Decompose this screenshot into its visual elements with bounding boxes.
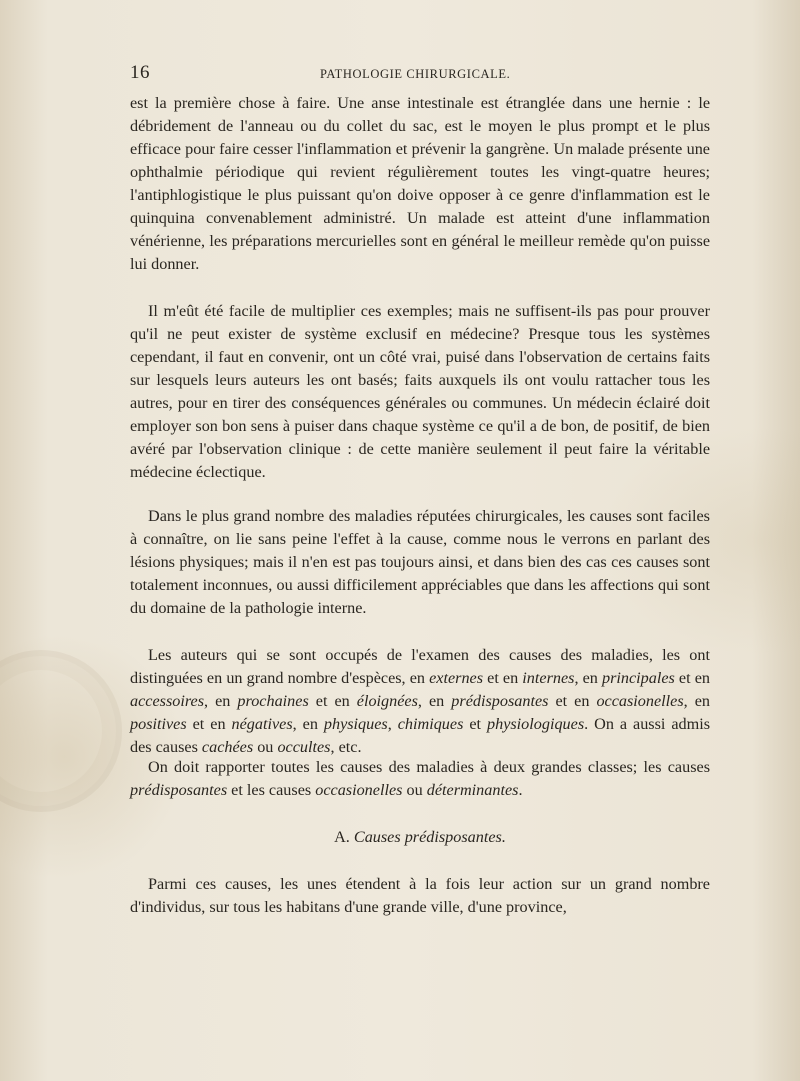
italic-term: internes <box>522 669 575 687</box>
italic-term: physiques <box>323 715 388 733</box>
text-run: , en <box>683 692 711 710</box>
italic-term: principales <box>601 669 675 687</box>
italic-term: prédisposantes <box>451 692 549 710</box>
text-run: , en <box>417 692 452 710</box>
running-head: PATHOLOGIE CHIRURGICALE. <box>320 67 511 81</box>
text-run: , en <box>204 692 238 710</box>
italic-term: prochaines <box>237 692 309 710</box>
text-run: et en <box>186 715 232 733</box>
text-run: et les causes <box>227 781 316 799</box>
italic-term: prédisposantes <box>130 781 228 799</box>
text-run: et en <box>674 669 710 687</box>
italic-term: éloignées <box>356 692 418 710</box>
paragraph-1-text: est la première chose à faire. Une anse intestinale est étranglée dans une hernie : le débridement de l'anneau ou du collet du sac, est le moyen le plus prompt et le plus efficace pour faire cesser l'inflammation et prévenir la gangrène. Un malade présente une ophthalmie périodique qui revient régulièrement toutes les vingt-quatre heures; l'antiphlogistique le plus puissant qu'on doive opposer à ce genre d'inflammation est le quinquina convenablement administré. Un malade est atteint d'une inflammation vénérienne, les préparations mercurielles sont en général le meilleur remède qu'on puisse lui donner. <box>130 94 710 273</box>
text-run: ou <box>402 781 427 799</box>
italic-term: externes <box>429 669 484 687</box>
text-run: et en <box>483 669 523 687</box>
paragraph-3 <box>130 505 710 635</box>
text-run: et en <box>548 692 597 710</box>
italic-term: cachées <box>201 738 254 756</box>
page-number: 16 <box>130 62 150 83</box>
text-run: et en <box>308 692 357 710</box>
paragraph-3-text: Dans le plus grand nombre des maladies réputées chirurgicales, les causes sont faciles à connaître, on lie sans peine l'effet à la cause, comme nous le verrons en parlant des lésions physiques; mais il n'en est pas toujours ainsi, et dans bien des cas ces causes sont totalement inconnues, ou aussi difficilement appréciables que dans les affections qui sont du domaine de la pathologie interne. <box>130 507 710 617</box>
paragraph-5 <box>130 756 710 808</box>
text-run: , en <box>574 669 602 687</box>
page-header <box>130 62 710 84</box>
library-stamp-faded <box>0 650 122 812</box>
text-run: . On a aussi admis des causes <box>130 715 711 756</box>
italic-term: occasionelles <box>315 781 403 799</box>
paragraph-5-text <box>130 756 710 802</box>
section-title: Causes prédisposantes. <box>353 828 506 846</box>
text-run: ou <box>253 738 278 756</box>
text-run: . <box>518 781 523 799</box>
italic-term: accessoires <box>130 692 205 710</box>
paragraph-1 <box>130 92 710 299</box>
text-run: , <box>387 715 398 733</box>
italic-term: physiologiques <box>487 715 585 733</box>
paragraph-2 <box>130 300 710 507</box>
italic-term: déterminantes <box>426 781 519 799</box>
text-run: Les auteurs qui se sont occupés de l'examen des causes des maladies, les ont distinguées en un grand nombre d'espèces, en <box>130 646 710 687</box>
paragraph-2-text: Il m'eût été facile de multiplier ces exemples; mais ne suffisent-ils pas pour prouver qu'il ne peut exister de système exclusif en médecine? Presque tous les systèmes cependant, il faut en convenir, ont un côté vrai, puisé dans l'observation de certains faits sur lesquels leurs auteurs les ont basés; faits auxquels ils ont voulu rattacher tous les autres, pour en tirer des conséquences générales ou communes. Un médecin éclairé doit employer son bon sens à puiser dans chaque système ce qu'il a de bon, de positif, de bien avéré par l'observation clinique : de cette manière seulement il peut faire la véritable médecine éclectique. <box>130 302 710 481</box>
text-run: et <box>463 715 487 733</box>
italic-term: occasionelles <box>596 692 684 710</box>
paragraph-4-text <box>130 644 710 759</box>
section-letter: A. <box>334 828 350 846</box>
paragraph-6 <box>130 873 710 925</box>
text-run: On doit rapporter toutes les causes des maladies à deux grandes classes; les causes <box>148 758 710 776</box>
text-run: , etc. <box>330 738 362 756</box>
italic-term: chimiques <box>397 715 464 733</box>
italic-term: positives <box>130 715 187 733</box>
paragraph-6-text: Parmi ces causes, les unes étendent à la fois leur action sur un grand nombre d'individus, sur tous les habitans d'une grande ville, d'une province, <box>130 875 710 916</box>
paragraph-4 <box>130 644 710 762</box>
text-run: , en <box>292 715 324 733</box>
italic-term: négatives <box>231 715 293 733</box>
section-heading <box>130 828 710 847</box>
italic-term: occultes <box>277 738 331 756</box>
